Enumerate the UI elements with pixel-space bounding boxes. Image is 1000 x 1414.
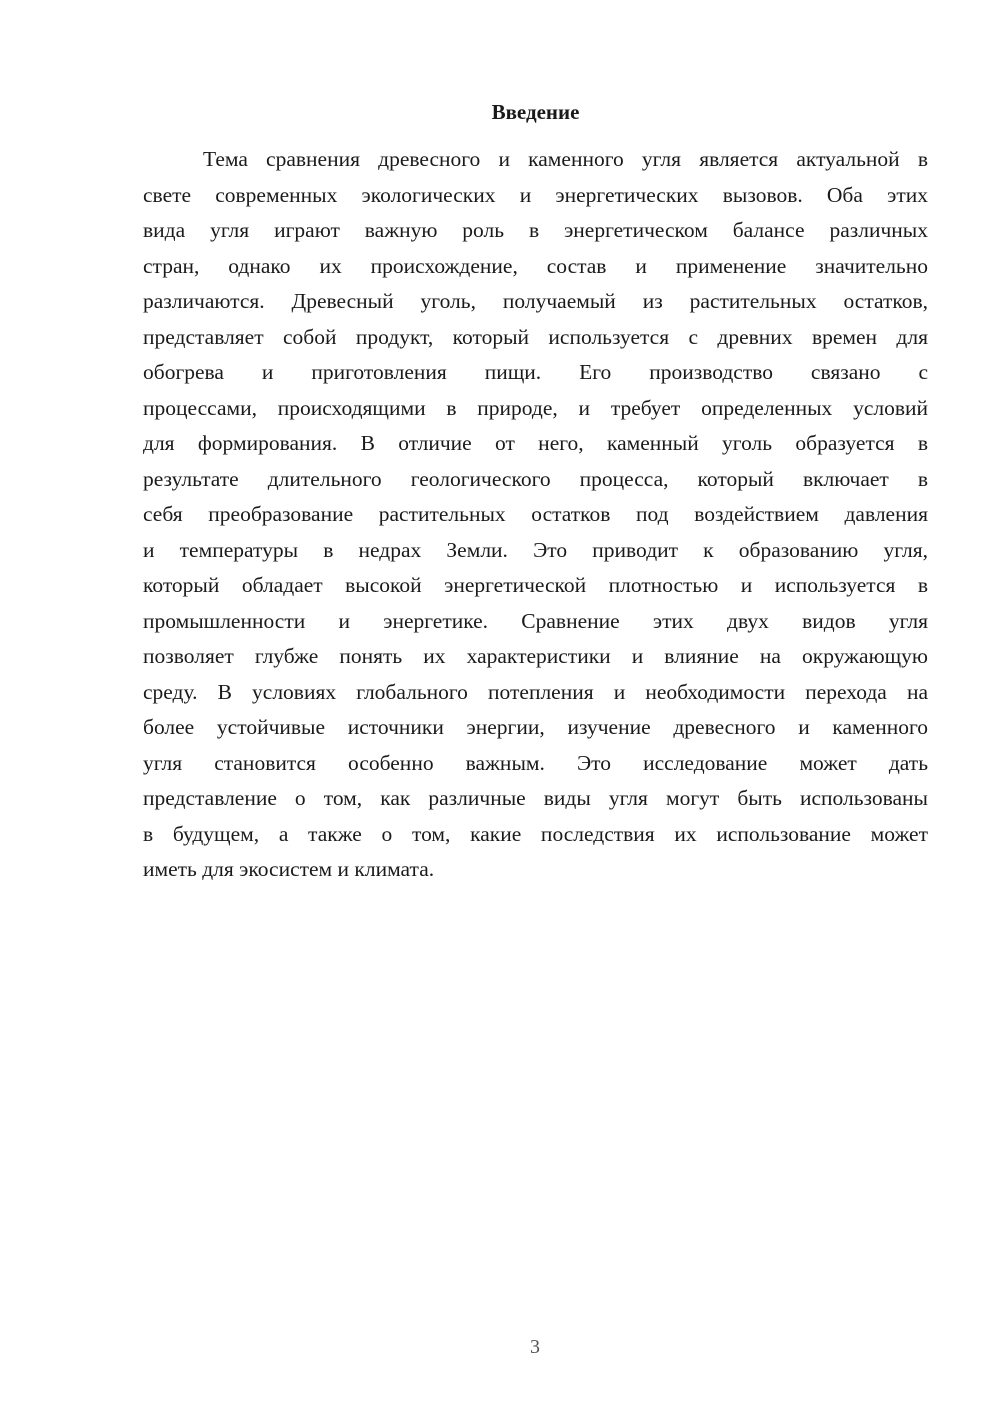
paragraph-line: более устойчивые источники энергии, изучение древесного и каменного [143,715,928,739]
paragraph-line: свете современных экологических и энергетических вызовов. Оба этих [143,182,928,207]
paragraph-line: вида угля играют важную роль в энергетическом балансе различных [143,218,928,242]
paragraph-line: стран, однако их происхождение, состав и применение значительно [143,253,928,278]
paragraph-line: обогрева и приготовления пищи. Его производство связано с [143,360,928,384]
paragraph-line: среду. В условиях глобального потепления и необходимости перехода на [143,679,928,704]
paragraph-line: для формирования. В отличие от него, каменный уголь образуется в [143,431,928,455]
paragraph-line: Тема сравнения древесного и каменного угля является актуальной в [203,147,928,171]
paragraph-line: результате длительного геологического процесса, который включает в [143,466,928,491]
paragraph-line: процессами, происходящими в природе, и требует определенных условий [143,395,928,420]
section-heading: Введение [491,100,580,124]
page-number: 3 [530,1336,540,1358]
paragraph-line: себя преобразование растительных остатков под воздействием давления [143,502,928,526]
paragraph-line: различаются. Древесный уголь, получаемый из растительных остатков, [143,289,928,313]
paragraph-line: который обладает высокой энергетической плотностью и используется в [143,573,928,597]
paragraph-line: иметь для экосистем и климата. [143,857,435,881]
paragraph-line: и температуры в недрах Земли. Это приводит к образованию угля, [143,537,928,562]
paragraph-line: позволяет глубже понять их характеристики и влияние на окружающую [143,644,928,668]
paragraph-line: представляет собой продукт, который используется с древних времен для [143,324,928,349]
paragraph-line: представление о том, как различные виды угля могут быть использованы [143,786,928,810]
introduction-paragraph [143,142,928,888]
paragraph-line: угля становится особенно важным. Это исследование может дать [143,750,928,775]
paragraph-line: промышленности и энергетике. Сравнение этих двух видов угля [143,608,928,633]
paragraph-line: в будущем, а также о том, какие последствия их использование может [143,821,928,846]
